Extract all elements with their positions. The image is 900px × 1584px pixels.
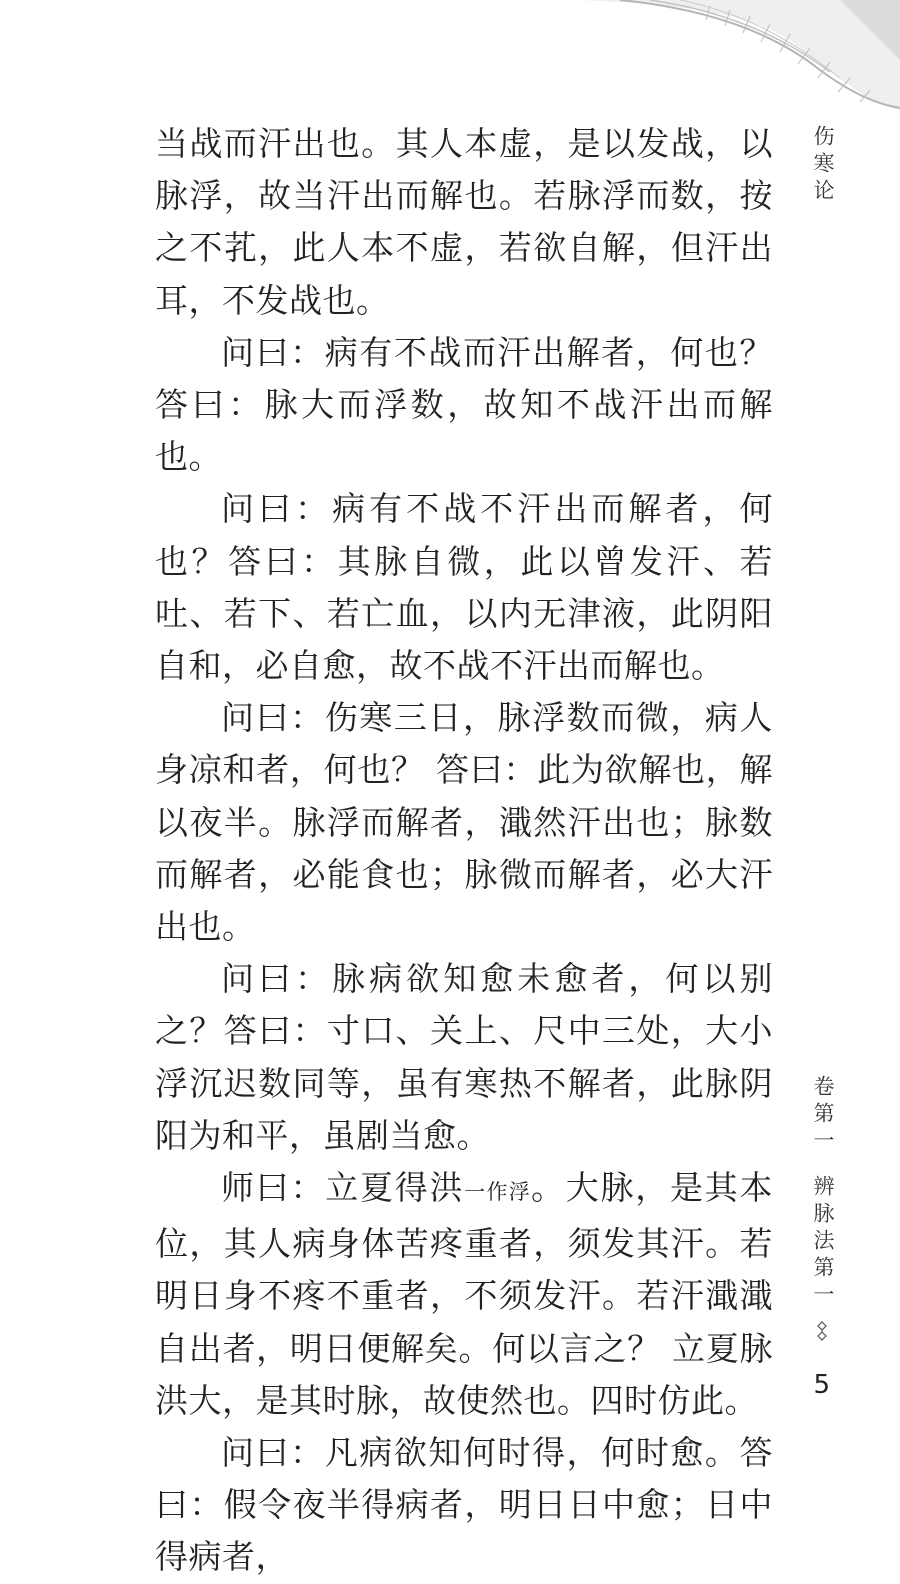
paragraph-7: 问曰：凡病欲知何时得，何时愈。答曰：假令夜半得病者，明日日中愈；日中得病者， [155,1433,773,1577]
paragraph-1: 当战而汗出也。其人本虚，是以发战，以脉浮，故当汗出而解也。若脉浮而数，按之不芤，此人本不虚，若欲自解，但汗出耳，不发战也。 [155,124,773,320]
paragraph-6-text-after: 。大脉，是其本位，其人病身体苦疼重者，须发其汗。若明日身不疼不重者，不须发汗。若汗濈濈自出者，明日便解矣。何以言之？ 立夏脉洪大，是其时脉，故使然也。四时仿此。 [155,1168,773,1420]
paragraph-6-text-before: 师曰：立夏得洪 [221,1168,465,1208]
running-head-book-title: 伤寒论 [811,125,835,206]
paragraph-5: 问曰：脉病欲知愈未愈者，何以别之？答曰：寸口、关上、尺中三处，大小浮沉迟数同等，虽有寒热不解者，此脉阴阳为和平，虽剧当愈。 [155,959,773,1155]
running-head-chapter: 辨脉法第一 [811,1175,835,1310]
main-text [155,118,773,1584]
page-number: 5 [813,1370,830,1400]
running-head-volume: 卷第一 [811,1075,835,1156]
ornament-icon [810,1320,834,1344]
paragraph-4: 问曰：伤寒三日，脉浮数而微，病人身凉和者，何也？ 答曰：此为欲解也，解以夜半。脉浮而解者，濈然汗出也；脉数而解者，必能食也；脉微而解者，必大汗出也。 [155,698,773,947]
paragraph-6 [155,1162,773,1427]
paragraph-3: 问曰：病有不战不汗出而解者，何也？答曰：其脉自微，此以曾发汗、若吐、若下、若亡血，以内无津液，此阴阳自和，必自愈，故不战不汗出而解也。 [155,489,773,686]
corner-illustration [580,0,900,120]
paragraph-6-annotation: 一作浮 [464,1180,531,1205]
paragraph-2: 问曰：病有不战而汗出解者，何也？答曰：脉大而浮数，故知不战汗出而解也。 [155,332,773,477]
